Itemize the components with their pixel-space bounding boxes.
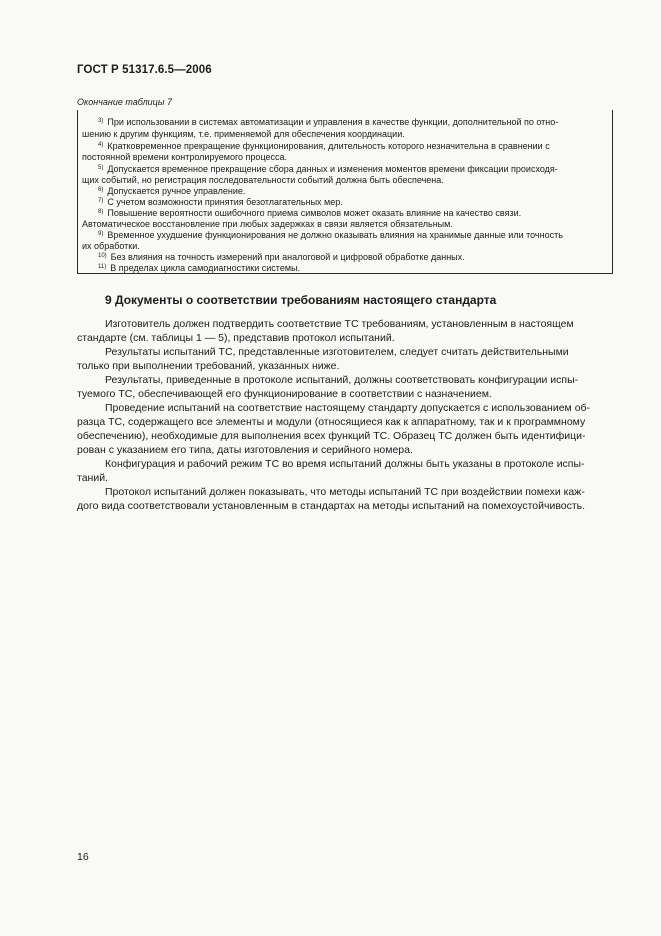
note-3-number: 3) (98, 118, 104, 124)
para-4-line-3: обеспечению), необходимые для выполнения всех функций ТС. Образец ТС должен быть идентифици- (77, 430, 586, 442)
note-8-number: 8) (98, 209, 104, 215)
para-2-line-1: Результаты испытаний ТС, представленные изготовителем, следует считать действительными (105, 346, 569, 358)
para-3-line-2: туемого ТС, обеспечивающей его функционирование в соответствии с назначением. (77, 388, 492, 400)
note-11-number: 11) (98, 264, 107, 270)
note-6-line-1 (98, 187, 245, 196)
para-4-line-4: рован с указанием его типа, даты изготовления и серийного номера. (77, 444, 413, 456)
note-10-text: Без влияния на точность измерений при аналоговой и цифровой обработке данных. (110, 252, 465, 262)
para-5-line-1: Конфигурация и рабочий режим ТС во время испытаний должны быть указаны в протоколе испы- (105, 458, 585, 470)
note-7-text: С учетом возможности принятия безотлагательных мер. (107, 197, 343, 207)
note-4-line-1 (98, 142, 550, 151)
table-caption: Окончание таблицы 7 (77, 97, 172, 107)
note-4-text: Кратковременное прекращение функционирования, длительность которого незначительна в сравнении с (107, 141, 550, 151)
page-number: 16 (77, 851, 89, 863)
note-9-text: Временное ухудшение функционирования не должно оказывать влияния на хранимые данные или точность (107, 230, 563, 240)
para-3-line-1: Результаты, приведенные в протоколе испытаний, должны соответствовать конфигурации испы- (105, 374, 579, 386)
note-3-line-1 (98, 118, 558, 127)
note-3-line-2: шению к другим функциям, т.е. применяемой для обеспечения координации. (82, 129, 405, 139)
note-7-line-1 (98, 198, 343, 207)
note-5-line-2: щих событий, но регистрация последовательности событий должна быть обеспечена. (82, 175, 444, 185)
note-10-number: 10) (98, 253, 107, 259)
para-4-line-1: Проведение испытаний на соответствие настоящему стандарту допускается с использованием об- (105, 402, 591, 414)
note-5-text: Допускается временное прекращение сбора данных и изменения моментов времени фиксации происходя- (107, 164, 558, 174)
note-5-line-1 (98, 165, 558, 174)
para-4-line-2: разца ТС, содержащего все элементы и модули (относящиеся как к аппаратному, так и к программному (77, 416, 586, 428)
note-8-line-1 (98, 209, 521, 218)
section-heading: 9 Документы о соответствии требованиям настоящего стандарта (105, 293, 497, 307)
para-1-line-1: Изготовитель должен подтвердить соответствие ТС требованиям, установленным в настоящем (105, 318, 574, 330)
note-5-number: 5) (98, 165, 104, 171)
para-6-line-2: дого вида соответствовали установленным в стандартах на методы испытаний на помехоустойчивость. (77, 500, 586, 512)
para-5-line-2: таний. (77, 472, 108, 484)
note-6-text: Допускается ручное управление. (107, 186, 246, 196)
note-11-line-1 (98, 264, 300, 273)
para-1-line-2: стандарте (см. таблицы 1 — 5), представив протокол испытаний. (77, 332, 395, 344)
note-6-number: 6) (98, 187, 104, 193)
note-4-line-2: постоянной времени контролируемого процесса. (82, 152, 288, 162)
note-8-text: Повышение вероятности ошибочного приема символов может оказать влияние на качество связи. (107, 208, 522, 218)
note-3-text: При использовании в системах автоматизации и управления в качестве функции, дополнительной по отно- (107, 117, 559, 127)
note-8-line-2: Автоматическое восстановление при любых задержках в связи является обязательным. (82, 219, 453, 229)
para-2-line-2: только при выполнении требований, указанных ниже. (77, 360, 340, 372)
note-9-line-1 (98, 231, 563, 240)
note-10-line-1 (98, 253, 465, 262)
document-header: ГОСТ Р 51317.6.5—2006 (77, 64, 212, 76)
note-4-number: 4) (98, 142, 104, 148)
note-11-text: В пределах цикла самодиагностики системы. (110, 263, 300, 273)
note-7-number: 7) (98, 198, 104, 204)
note-9-line-2: их обработки. (82, 241, 140, 251)
note-9-number: 9) (98, 231, 104, 237)
para-6-line-1: Протокол испытаний должен показывать, что методы испытаний ТС при воздействии помехи каж- (105, 486, 585, 498)
